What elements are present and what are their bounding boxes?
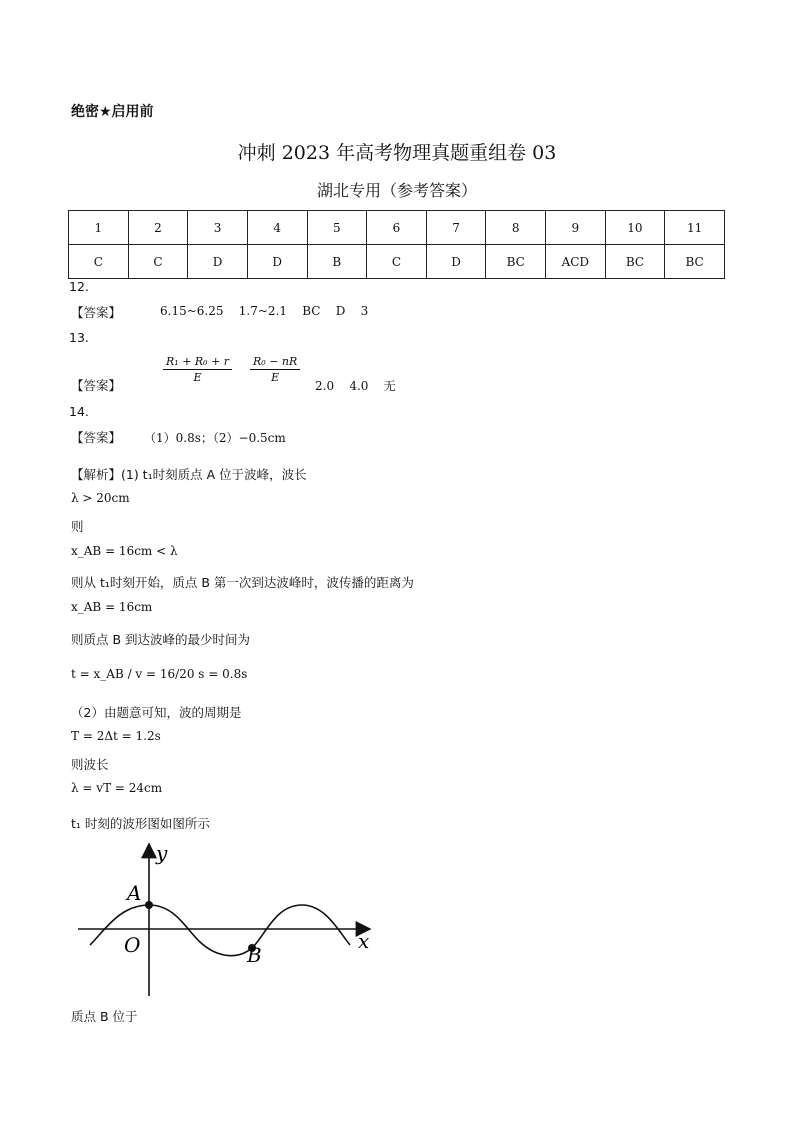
question-number-cell: 11 (665, 211, 725, 245)
answer-cell: BC (486, 245, 546, 279)
question-number-cell: 9 (546, 211, 606, 245)
question-number-cell: 5 (307, 211, 367, 245)
answer-table-answer-row (69, 245, 725, 279)
answer-table (68, 210, 725, 279)
waveform-figure (70, 838, 380, 1003)
answer-cell: C (69, 245, 129, 279)
solution-line: λ = vT = 24cm (71, 781, 163, 795)
solution-line: 则 (71, 519, 84, 534)
answer-cell: D (247, 245, 307, 279)
question-number-cell: 10 (605, 211, 665, 245)
solution-line: t₁ 时刻的波形图如图所示 (71, 816, 210, 831)
solution-line: 则从 t₁时刻开始，质点 B 第一次到达波峰时，波传播的距离为 (71, 575, 414, 590)
q12-answer-label: 【答案】 (71, 305, 122, 320)
answer-cell: D (426, 245, 486, 279)
answer-cell: ACD (546, 245, 606, 279)
page-title: 冲刺 2023 年高考物理真题重组卷 03 (237, 142, 557, 164)
q14-answer-label: 【答案】 (71, 430, 122, 445)
x-axis-label: x (358, 929, 370, 953)
q14-answer-part1-label: （1） (144, 431, 176, 445)
answer-cell: C (128, 245, 188, 279)
point-a-marker (145, 901, 153, 909)
point-b-label: B (247, 943, 262, 967)
q14-answer (144, 429, 286, 446)
answer-cell: BC (605, 245, 665, 279)
question-number-cell: 7 (426, 211, 486, 245)
q13-fraction-2-numerator: R₀ − nR (250, 355, 300, 370)
question-number-cell: 3 (188, 211, 248, 245)
answer-cell: BC (665, 245, 725, 279)
q14-number: 14. (69, 404, 89, 419)
q13-answer-label: 【答案】 (71, 378, 122, 393)
solution-line: 则波长 (71, 757, 109, 772)
question-number-cell: 8 (486, 211, 546, 245)
answer-table-number-row (69, 211, 725, 245)
solution-line: x_AB = 16cm (71, 600, 153, 614)
answer-cell: C (367, 245, 427, 279)
question-number-cell: 4 (247, 211, 307, 245)
confidential-mark: 绝密★启用前 (71, 104, 154, 120)
q14-answer-part2-value: −0.5cm (238, 431, 286, 445)
page-subtitle: 湖北专用（参考答案） (316, 181, 477, 200)
y-axis-label: y (156, 841, 168, 865)
q13-fraction-2-denominator: E (271, 371, 280, 384)
q13-fraction-1 (163, 355, 232, 384)
answer-cell: D (188, 245, 248, 279)
solution-line: 则质点 B 到达波峰的最少时间为 (71, 632, 251, 647)
q12-number: 12. (69, 279, 89, 294)
solution-line: T = 2Δt = 1.2s (71, 729, 161, 743)
solution-line: 质点 B 位于 (71, 1009, 138, 1024)
answer-cell: B (307, 245, 367, 279)
q13-fraction-2 (250, 355, 300, 384)
solution-line: t = x_AB / v = 16/20 s = 0.8s (71, 667, 248, 681)
solution-line: λ > 20cm (71, 491, 130, 505)
question-number-cell: 1 (69, 211, 129, 245)
q12-answer-content: 6.15~6.25 1.7~2.1 BC D 3 (160, 304, 369, 318)
q13-fraction-1-numerator: R₁ + R₀ + r (163, 355, 232, 370)
solution-line: （2）由题意可知，波的周期是 (71, 705, 242, 720)
point-a-label: A (127, 881, 142, 905)
q14-answer-separator: ；（2） (200, 431, 239, 445)
origin-label: O (124, 933, 141, 957)
question-number-cell: 2 (128, 211, 188, 245)
q13-number: 13. (69, 330, 89, 345)
question-number-cell: 6 (367, 211, 427, 245)
q14-answer-part1-value: 0.8s (175, 431, 201, 445)
solution-line: 【解析】(1) t₁时刻质点 A 位于波峰，波长 (71, 467, 307, 482)
solution-line: x_AB = 16cm < λ (71, 544, 178, 558)
q13-answer-rest: 2.0 4.0 无 (315, 379, 396, 393)
q13-fraction-1-denominator: E (193, 371, 202, 384)
